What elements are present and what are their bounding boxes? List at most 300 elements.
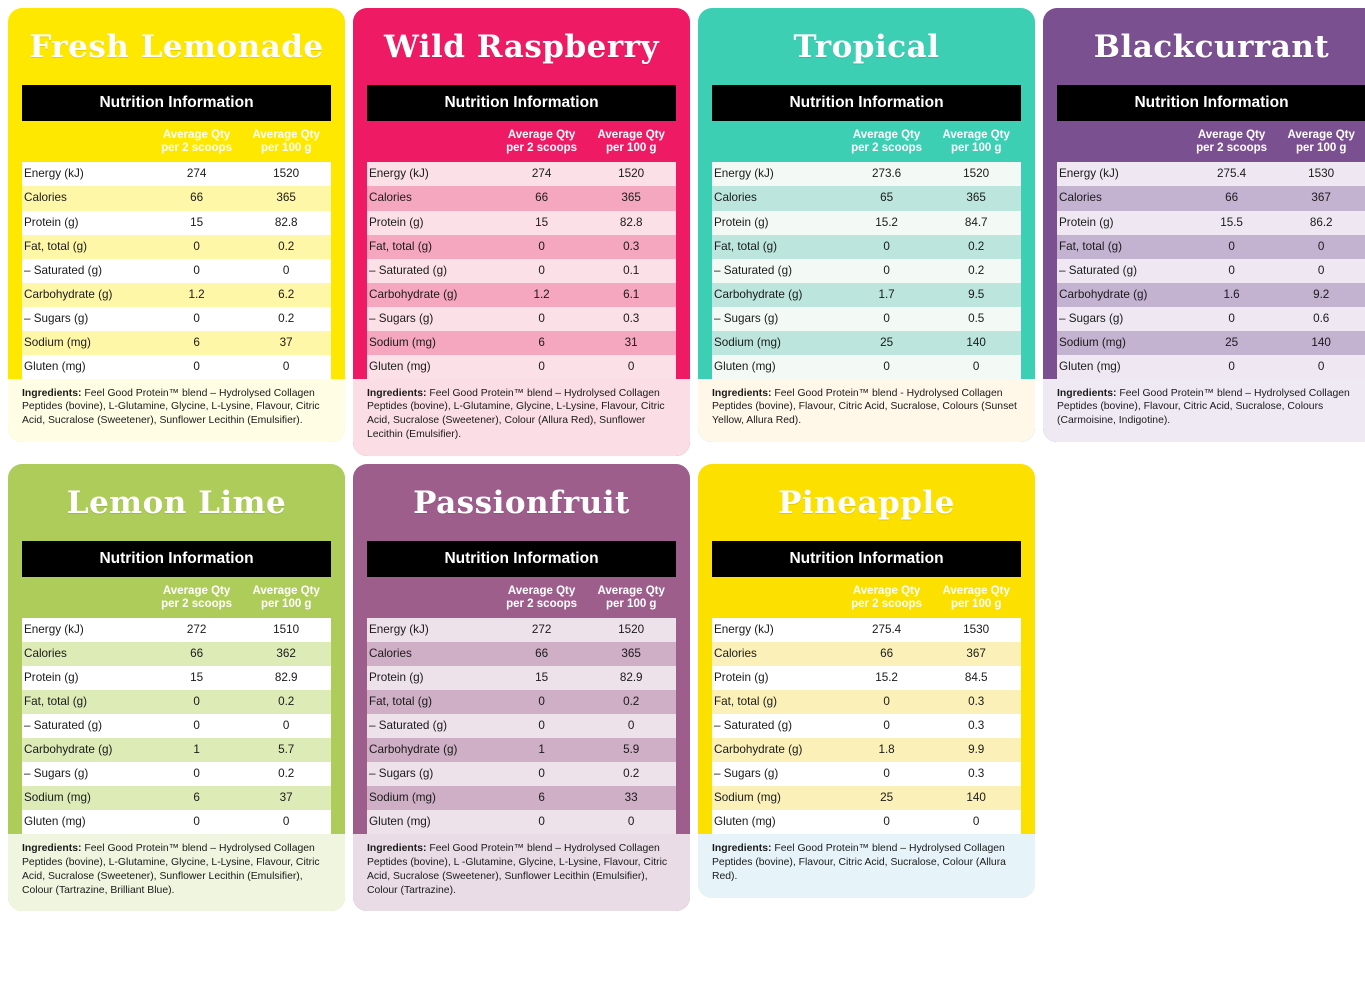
value-per-2-scoops: 0 [883, 767, 890, 781]
table-row [712, 738, 1021, 762]
ingredients-section [1043, 379, 1365, 442]
value-per-2-scoops: 0 [1228, 263, 1235, 277]
column-headers [367, 121, 676, 162]
nutrient-label: Energy (kJ) [369, 167, 429, 181]
table-row [22, 738, 331, 762]
value-per-100g: 1520 [963, 167, 990, 181]
table-row [22, 331, 331, 355]
nutrient-label: Gluten (mg) [369, 359, 431, 373]
column-header-blank [1057, 129, 1187, 155]
value-per-100g: 1520 [618, 623, 645, 637]
column-header-line2: per 100 g [260, 597, 312, 610]
nutrient-label: Fat, total (g) [369, 239, 433, 253]
column-header-blank [22, 129, 152, 155]
nutrition-information-header: Nutrition Information [712, 541, 1021, 577]
value-per-100g: 0.3 [968, 767, 985, 781]
column-header-per-2-scoops [842, 129, 932, 155]
table-row [22, 714, 331, 738]
table-row [22, 307, 331, 331]
nutrition-table [712, 618, 1021, 834]
nutrient-label: – Saturated (g) [24, 263, 102, 277]
nutrient-label: – Sugars (g) [369, 767, 434, 781]
value-per-100g: 0.5 [968, 311, 985, 325]
page-title: Passionfruit [413, 484, 630, 521]
nutrient-label: – Sugars (g) [24, 767, 89, 781]
value-per-100g: 0.2 [968, 239, 985, 253]
column-header-line2: per 100 g [1295, 142, 1347, 155]
column-header-blank [367, 585, 497, 611]
page-title: Blackcurrant [1093, 29, 1330, 65]
nutrition-information-header: Nutrition Information [22, 85, 331, 121]
nutrient-label: Energy (kJ) [24, 623, 84, 637]
value-per-2-scoops: 273.6 [871, 167, 902, 181]
table-row [712, 235, 1021, 259]
value-per-100g: 6.2 [278, 287, 295, 301]
table-row [367, 690, 676, 714]
nutrition-table-wrap [353, 162, 690, 378]
value-per-100g: 0.2 [278, 239, 295, 253]
column-header-line1: Average Qty [507, 584, 576, 597]
value-per-100g: 365 [621, 647, 641, 661]
nutrition-table-wrap [698, 162, 1035, 378]
value-per-2-scoops: 15.2 [875, 671, 898, 685]
table-row [712, 618, 1021, 642]
ingredients-label: Ingredients: [367, 387, 427, 399]
table-row [712, 307, 1021, 331]
column-header-per-2-scoops [152, 585, 242, 611]
table-row [22, 355, 331, 379]
ingredients-label: Ingredients: [1057, 387, 1117, 399]
value-per-100g: 0 [282, 359, 290, 373]
nutrient-label: Fat, total (g) [1059, 239, 1123, 253]
value-per-100g: 140 [966, 791, 986, 805]
table-row [712, 355, 1021, 379]
table-row [367, 259, 676, 283]
column-header-line2: per 100 g [260, 142, 312, 155]
nutrient-label: Sodium (mg) [369, 791, 436, 805]
value-per-2-scoops: 0 [883, 719, 890, 733]
ingredients-value: Feel Good Protein™ blend – Hydrolysed Collagen Peptides (bovine), Flavour, Citric Acid, Sucralose, Colour (Allura Red). [712, 843, 1006, 882]
table-row [367, 618, 676, 642]
nutrient-label: Carbohydrate (g) [24, 743, 113, 757]
column-header-line1: Average Qty [1287, 129, 1355, 141]
value-per-2-scoops: 0 [883, 239, 890, 253]
value-per-2-scoops: 274 [531, 167, 552, 181]
value-per-2-scoops: 25 [880, 335, 894, 349]
nutrition-table [22, 618, 331, 834]
nutrition-card-pineapple [698, 464, 1035, 898]
value-per-2-scoops: 66 [535, 191, 549, 205]
nutrition-table [367, 618, 676, 834]
value-per-100g: 0.3 [968, 719, 985, 733]
value-per-2-scoops: 272 [186, 623, 207, 637]
table-row [367, 810, 676, 834]
value-per-100g: 9.9 [968, 743, 985, 757]
value-per-100g: 1510 [273, 623, 300, 637]
table-row [1057, 355, 1365, 379]
column-header-per-100g [586, 129, 676, 155]
column-header-line1: Average Qty [597, 129, 665, 141]
value-per-100g: 37 [279, 335, 293, 349]
nutrient-label: Fat, total (g) [24, 695, 88, 709]
ingredients-text [698, 379, 1035, 442]
column-header-line2: per 100 g [605, 597, 657, 610]
ingredients-label: Ingredients: [712, 387, 772, 399]
nutrient-label: Calories [1059, 191, 1102, 205]
value-per-2-scoops: 0 [883, 311, 890, 325]
table-row [712, 762, 1021, 786]
column-header-line1: Average Qty [252, 584, 320, 597]
value-per-100g: 0 [282, 815, 290, 829]
nutrient-label: Sodium (mg) [24, 791, 91, 805]
table-row [1057, 307, 1365, 331]
table-row [712, 666, 1021, 690]
value-per-2-scoops: 15 [190, 215, 204, 229]
value-per-2-scoops: 0 [883, 263, 890, 277]
ingredients-text [8, 834, 345, 911]
value-per-2-scoops: 0 [538, 263, 545, 277]
value-per-100g: 84.7 [964, 215, 988, 229]
value-per-100g: 0 [1317, 263, 1325, 277]
nutrient-label: Calories [369, 647, 412, 661]
nutrient-label: Carbohydrate (g) [369, 287, 458, 301]
nutrient-label: Carbohydrate (g) [714, 287, 803, 301]
table-row [367, 642, 676, 666]
value-per-100g: 0 [627, 359, 635, 373]
page-title: Wild Raspberry [383, 29, 660, 65]
nutrient-label: Protein (g) [369, 215, 424, 229]
column-header-per-100g [931, 585, 1021, 611]
nutrient-label: Sodium (mg) [24, 335, 91, 349]
column-header-line1: Average Qty [507, 129, 576, 141]
value-per-2-scoops: 272 [531, 623, 552, 637]
value-per-2-scoops: 0 [538, 695, 545, 709]
table-row [712, 714, 1021, 738]
table-row [712, 786, 1021, 810]
nutrient-label: Gluten (mg) [369, 815, 431, 829]
nutrient-label: Gluten (mg) [714, 815, 776, 829]
value-per-2-scoops: 0 [883, 359, 890, 373]
value-per-2-scoops: 66 [535, 647, 549, 661]
value-per-100g: 365 [966, 191, 986, 205]
nutrition-table-wrap [1043, 162, 1365, 378]
ingredients-label: Ingredients: [712, 843, 772, 855]
ingredients-section [8, 834, 345, 911]
table-row [22, 666, 331, 690]
value-per-2-scoops: 66 [190, 647, 204, 661]
table-row [22, 283, 331, 307]
table-row [22, 211, 331, 235]
value-per-100g: 0.3 [623, 239, 640, 253]
nutrient-label: Carbohydrate (g) [24, 287, 113, 301]
table-row [367, 235, 676, 259]
ingredients-section [698, 834, 1035, 897]
ingredients-label: Ingredients: [22, 387, 82, 399]
nutrient-label: Carbohydrate (g) [714, 743, 803, 757]
value-per-2-scoops: 15.2 [875, 215, 898, 229]
value-per-100g: 5.7 [278, 743, 295, 757]
value-per-100g: 0.2 [623, 695, 640, 709]
nutrient-label: Energy (kJ) [714, 167, 774, 181]
ingredients-label: Ingredients: [22, 843, 82, 855]
column-header-per-2-scoops [152, 129, 242, 155]
value-per-2-scoops: 0 [1228, 359, 1235, 373]
table-row [712, 186, 1021, 210]
value-per-100g: 0.2 [278, 695, 295, 709]
nutrition-card-fresh-lemonade [8, 8, 345, 442]
nutrient-label: Sodium (mg) [714, 335, 781, 349]
value-per-2-scoops: 0 [538, 359, 545, 373]
nutrient-label: Energy (kJ) [1059, 167, 1119, 181]
nutrient-label: Sodium (mg) [369, 335, 436, 349]
nutrient-label: – Saturated (g) [1059, 263, 1137, 277]
value-per-100g: 82.9 [274, 671, 298, 685]
nutrient-label: Protein (g) [369, 671, 424, 685]
nutrient-label: Sodium (mg) [714, 791, 781, 805]
nutrition-table [22, 162, 331, 378]
nutrient-label: Energy (kJ) [369, 623, 429, 637]
nutrient-label: Protein (g) [714, 671, 769, 685]
column-header-per-2-scoops [497, 585, 587, 611]
value-per-100g: 1530 [963, 623, 990, 637]
nutrient-label: – Saturated (g) [714, 263, 792, 277]
table-row [367, 355, 676, 379]
nutrient-label: Fat, total (g) [714, 695, 778, 709]
column-header-line1: Average Qty [942, 584, 1010, 597]
nutrient-label: Energy (kJ) [714, 623, 774, 637]
value-per-2-scoops: 0 [1228, 311, 1235, 325]
column-header-line1: Average Qty [852, 584, 921, 597]
value-per-100g: 82.8 [274, 215, 298, 229]
column-header-line2: per 100 g [950, 597, 1002, 610]
column-header-line2: per 2 scoops [1196, 142, 1268, 155]
column-header-line1: Average Qty [1197, 129, 1266, 141]
nutrient-label: – Saturated (g) [714, 719, 792, 733]
value-per-2-scoops: 0 [883, 815, 890, 829]
value-per-2-scoops: 1 [538, 743, 545, 757]
page-title: Lemon Lime [66, 484, 287, 521]
value-per-100g: 365 [621, 191, 641, 205]
column-header-per-100g [931, 129, 1021, 155]
value-per-100g: 362 [276, 647, 296, 661]
value-per-100g: 33 [624, 791, 638, 805]
value-per-2-scoops: 0 [193, 719, 200, 733]
page-title: Tropical [793, 29, 940, 65]
value-per-2-scoops: 25 [880, 791, 894, 805]
value-per-100g: 367 [966, 647, 986, 661]
column-header-per-100g [586, 585, 676, 611]
column-header-line1: Average Qty [162, 129, 231, 141]
nutrition-information-header: Nutrition Information [367, 85, 676, 121]
table-row [367, 666, 676, 690]
nutrition-table [367, 162, 676, 378]
ingredients-text [698, 834, 1035, 897]
table-row [22, 162, 331, 186]
value-per-100g: 0 [972, 359, 980, 373]
nutrient-label: – Sugars (g) [369, 311, 434, 325]
nutrient-label: – Saturated (g) [24, 719, 102, 733]
value-per-2-scoops: 0 [538, 719, 545, 733]
nutrient-label: Carbohydrate (g) [369, 743, 458, 757]
value-per-100g: 37 [279, 791, 293, 805]
value-per-2-scoops: 0 [193, 695, 200, 709]
column-header-blank [367, 129, 497, 155]
table-row [1057, 235, 1365, 259]
column-header-per-100g [1276, 129, 1365, 155]
table-row [1057, 186, 1365, 210]
ingredients-value: Feel Good Protein™ blend – Hydrolysed Collagen Peptides (bovine), L-Glutamine, Glycine, L-Lysine, Flavour, Citric Acid, Sucralose (Sweetener), Sunflower Lecithin (Emulsifier), Colour (Tartrazine, Brilliant Blue). [22, 843, 320, 896]
value-per-100g: 9.2 [1313, 287, 1330, 301]
value-per-100g: 0 [282, 263, 290, 277]
nutrient-label: Calories [714, 647, 757, 661]
nutrient-label: Fat, total (g) [24, 239, 88, 253]
column-header-line1: Average Qty [597, 584, 665, 597]
ingredients-text [1043, 379, 1365, 442]
value-per-100g: 0.6 [1313, 311, 1330, 325]
table-row [1057, 331, 1365, 355]
value-per-2-scoops: 15.5 [1220, 215, 1243, 229]
value-per-2-scoops: 65 [880, 191, 894, 205]
column-header-line1: Average Qty [942, 129, 1010, 141]
nutrient-label: – Saturated (g) [369, 719, 447, 733]
column-headers [712, 577, 1021, 618]
column-header-line2: per 100 g [950, 142, 1002, 155]
nutrition-table-wrap [698, 618, 1035, 834]
nutrient-label: Protein (g) [24, 671, 79, 685]
column-header-line2: per 2 scoops [161, 597, 233, 610]
column-header-line1: Average Qty [252, 129, 320, 141]
column-headers [367, 577, 676, 618]
value-per-2-scoops: 0 [538, 239, 545, 253]
ingredients-value: Feel Good Protein™ blend - Hydrolysed Collagen Peptides (bovine), Flavour, Citric Acid, Sucralose, Colours (Sunset Yellow, Allura Red). [712, 387, 1017, 427]
nutrition-card-tropical [698, 8, 1035, 442]
column-headers [22, 121, 331, 162]
value-per-2-scoops: 1.7 [878, 287, 895, 301]
nutrition-card-wild-raspberry [353, 8, 690, 456]
nutrition-information-header: Nutrition Information [712, 85, 1021, 121]
value-per-100g: 0.2 [968, 263, 985, 277]
value-per-100g: 1520 [618, 167, 645, 181]
table-row [1057, 211, 1365, 235]
value-per-2-scoops: 274 [186, 167, 207, 181]
column-headers [1057, 121, 1365, 162]
table-row [712, 810, 1021, 834]
value-per-100g: 31 [624, 335, 638, 349]
table-row [367, 738, 676, 762]
ingredients-section [8, 379, 345, 442]
value-per-100g: 140 [1311, 335, 1331, 349]
table-row [367, 762, 676, 786]
table-row [367, 162, 676, 186]
table-row [367, 283, 676, 307]
value-per-2-scoops: 6 [538, 791, 545, 805]
value-per-2-scoops: 1 [193, 743, 200, 757]
column-header-per-100g [241, 585, 331, 611]
column-header-line2: per 100 g [605, 142, 657, 155]
value-per-2-scoops: 15 [535, 671, 549, 685]
table-row [712, 211, 1021, 235]
column-header-line2: per 2 scoops [851, 597, 923, 610]
ingredients-label: Ingredients: [367, 843, 427, 855]
value-per-2-scoops: 0 [538, 815, 545, 829]
table-row [1057, 162, 1365, 186]
value-per-100g: 0.2 [278, 311, 295, 325]
value-per-100g: 86.2 [1309, 215, 1333, 229]
value-per-100g: 82.9 [619, 671, 643, 685]
column-header-per-2-scoops [497, 129, 587, 155]
value-per-100g: 0.2 [278, 767, 295, 781]
table-row [22, 786, 331, 810]
value-per-100g: 0.2 [623, 767, 640, 781]
value-per-100g: 6.1 [623, 287, 640, 301]
table-row [712, 642, 1021, 666]
value-per-2-scoops: 1.6 [1223, 287, 1240, 301]
nutrition-table-wrap [8, 162, 345, 378]
column-header-blank [712, 129, 842, 155]
nutrient-label: Calories [714, 191, 757, 205]
table-row [367, 307, 676, 331]
ingredients-text [353, 379, 690, 456]
value-per-2-scoops: 0 [193, 311, 200, 325]
value-per-100g: 0.3 [623, 311, 640, 325]
value-per-2-scoops: 66 [880, 647, 894, 661]
nutrition-table-wrap [353, 618, 690, 834]
value-per-100g: 5.9 [623, 743, 640, 757]
ingredients-value: Feel Good Protein™ blend – Hydrolysed Collagen Peptides (bovine), L-Glutamine, Glycine, L-Lysine, Flavour, Citric Acid, Sucralose (Sweetener), Colour (Allura Red), Sunflower Lecithin (Emulsifier). [367, 387, 665, 440]
nutrition-card-passionfruit [353, 464, 690, 912]
nutrition-table [712, 162, 1021, 378]
value-per-100g: 1520 [273, 167, 300, 181]
column-header-line2: per 2 scoops [851, 142, 923, 155]
column-header-blank [712, 585, 842, 611]
table-row [712, 690, 1021, 714]
nutrient-label: Sodium (mg) [1059, 335, 1126, 349]
column-header-line1: Average Qty [162, 584, 231, 597]
column-header-per-100g [241, 129, 331, 155]
value-per-100g: 0 [282, 719, 290, 733]
ingredients-section [353, 834, 690, 911]
nutrition-table-wrap [8, 618, 345, 834]
column-header-line2: per 2 scoops [161, 142, 233, 155]
value-per-2-scoops: 1.2 [188, 287, 205, 301]
table-row [367, 186, 676, 210]
column-header-line2: per 2 scoops [506, 597, 578, 610]
nutrient-label: Protein (g) [714, 215, 769, 229]
ingredients-value: Feel Good Protein™ blend – Hydrolysed Collagen Peptides (bovine), L -Glutamine, Glycine, L-Lysine, Flavour, Citric Acid, Sucralose (Sweetener), Sunflower Lecithin (Emulsifier), Colour (Tartrazine). [367, 843, 668, 896]
nutrient-label: Calories [24, 647, 67, 661]
column-headers [712, 121, 1021, 162]
value-per-2-scoops: 25 [1225, 335, 1239, 349]
nutrient-label: Protein (g) [1059, 215, 1114, 229]
value-per-100g: 0 [627, 719, 635, 733]
table-row [712, 259, 1021, 283]
value-per-2-scoops: 275.4 [871, 623, 902, 637]
value-per-100g: 84.5 [964, 671, 988, 685]
value-per-2-scoops: 6 [193, 791, 200, 805]
ingredients-section [353, 379, 690, 456]
value-per-100g: 140 [966, 335, 986, 349]
nutrient-label: Calories [369, 191, 412, 205]
table-row [22, 618, 331, 642]
value-per-2-scoops: 6 [538, 335, 545, 349]
nutrient-label: Protein (g) [24, 215, 79, 229]
column-header-line2: per 2 scoops [506, 142, 578, 155]
nutrient-label: – Sugars (g) [714, 767, 779, 781]
value-per-100g: 0 [972, 815, 980, 829]
nutrition-table [1057, 162, 1365, 378]
table-row [1057, 283, 1365, 307]
value-per-100g: 365 [276, 191, 296, 205]
